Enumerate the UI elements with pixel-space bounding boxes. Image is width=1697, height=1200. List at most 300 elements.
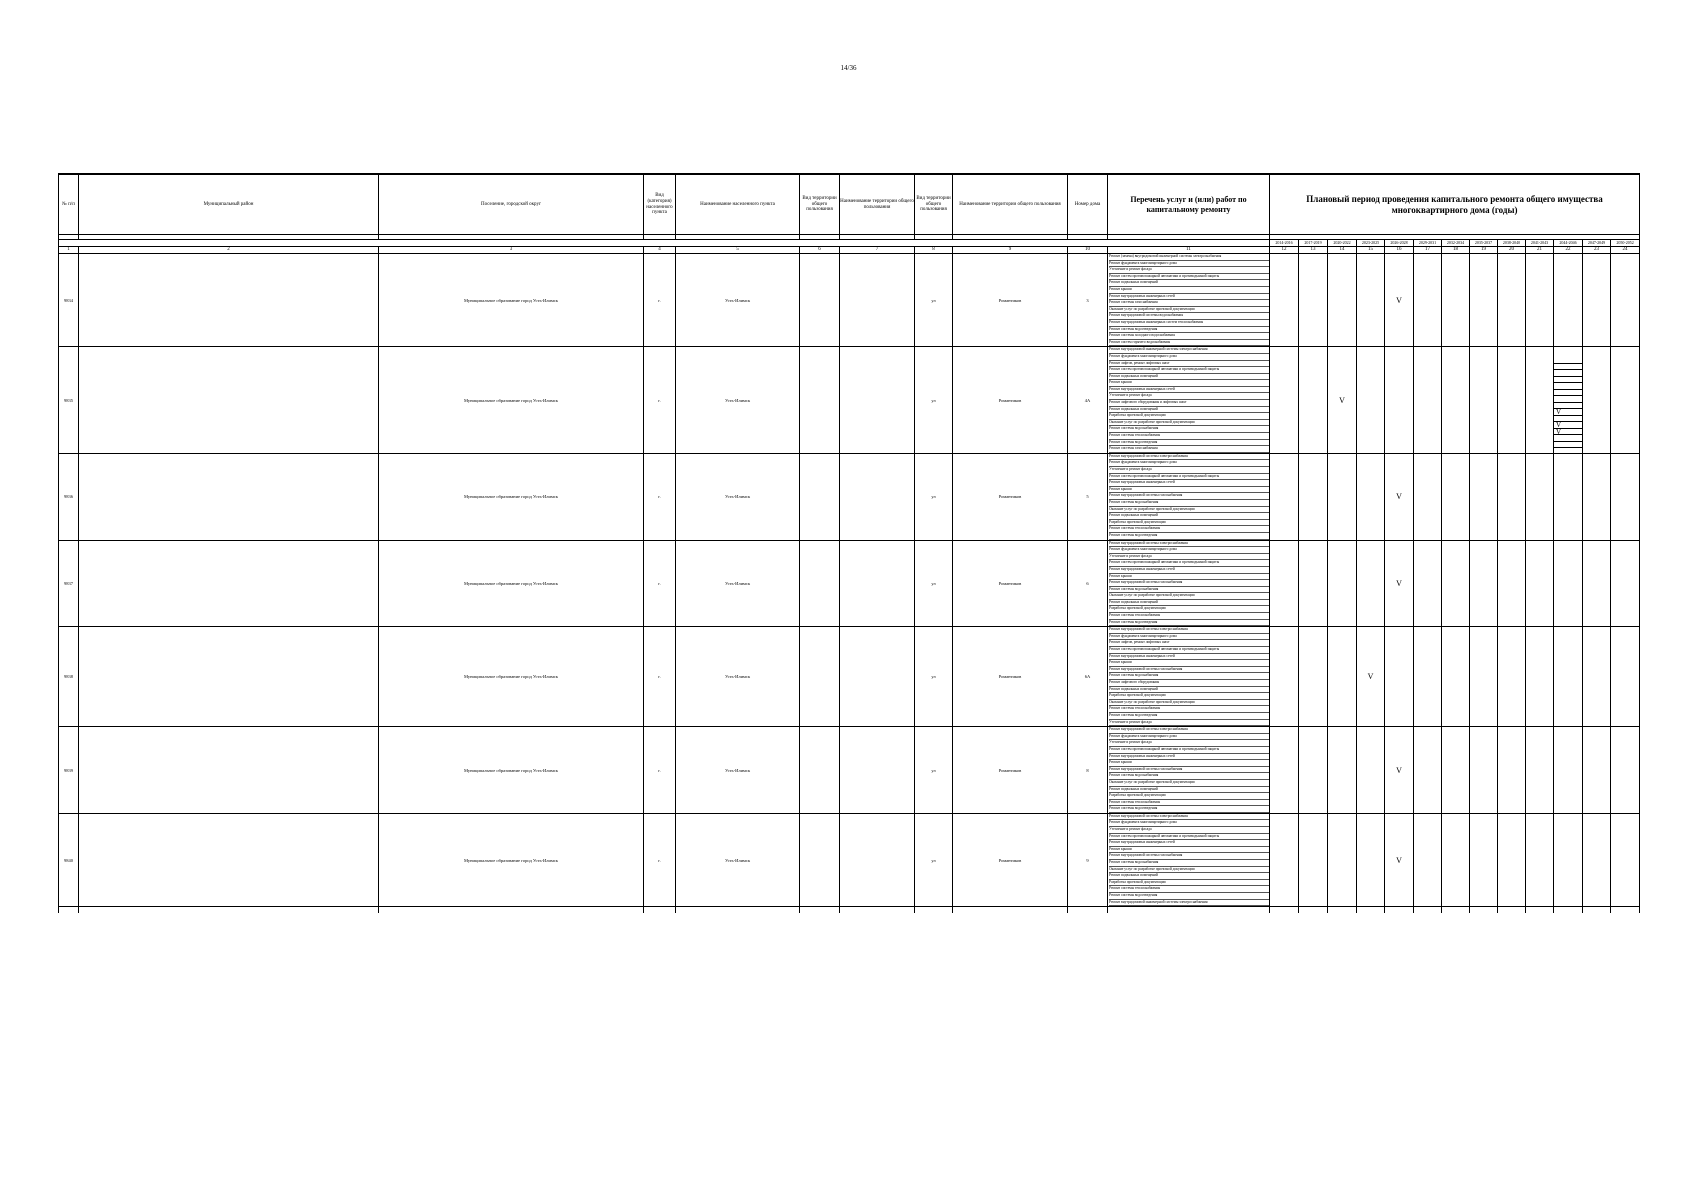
period-cell-12 (1270, 727, 1299, 814)
work-item: Ремонт внутридомовой системы электроснабжения (1109, 727, 1269, 734)
row-number: 9837 (59, 540, 79, 627)
work-item: Ремонт внутридомовой системы газоснабжения (1109, 667, 1269, 674)
period-cell-19 (1470, 813, 1498, 906)
period-mark: V (1339, 395, 1345, 405)
header-territory-name-1: Наименование территории общего пользования (840, 174, 915, 235)
partial-cell (800, 907, 840, 914)
work-item: Ремонт фундамента многоквартирного дома (1109, 820, 1269, 827)
period-cell-15 (1357, 453, 1385, 540)
page-number: 14/36 (840, 64, 857, 72)
work-item: Ремонт подвальных помещений (1109, 513, 1269, 520)
column-number-8: 8 (915, 247, 953, 254)
period-cell-21 (1526, 727, 1554, 814)
work-item: Ремонт фундамента многоквартирного дома (1109, 634, 1269, 641)
row-locality-kind: г. (644, 254, 676, 347)
work-item: Ремонт системы теплоснабжения (1109, 433, 1269, 440)
work-item: Ремонт системы холодного водоснабжения (1109, 333, 1269, 340)
period-cell-19 (1470, 540, 1498, 627)
period-cell-13 (1299, 813, 1328, 906)
row-number: 9836 (59, 453, 79, 540)
work-item: Ремонт внутридомовых инженерных сетей (1109, 840, 1269, 847)
column-number-5: 5 (676, 247, 800, 254)
header-year-11: 2047-2049 (1583, 240, 1611, 247)
header-year-12: 2050-2052 (1611, 240, 1640, 247)
work-item: Ремонт подвальных помещений (1109, 787, 1269, 794)
period-cell-15 (1357, 727, 1385, 814)
row-locality-name: Усть-Илимск (676, 813, 800, 906)
work-item: Ремонт лифтового оборудования (1109, 680, 1269, 687)
work-item: Ремонт фундамента многоквартирного дома (1109, 734, 1269, 741)
header-year-8: 2038-2040 (1498, 240, 1526, 247)
period-cell-23 (1583, 540, 1611, 627)
row-territory-kind-1 (800, 254, 840, 347)
work-item: Утепление и ремонт фасада (1109, 393, 1269, 400)
period-cell-17 (1414, 453, 1442, 540)
work-item: Ремонт системы водоотведения (1109, 327, 1269, 334)
column-number-7: 7 (840, 247, 915, 254)
work-item: Оказание услуг по разработке проектной документации (1109, 867, 1269, 874)
period-cell-16 (1385, 727, 1414, 814)
work-item: Разработка проектной документации (1109, 520, 1269, 527)
work-item: Ремонт подвальных помещений (1109, 600, 1269, 607)
work-item: Ремонт систем противопожарной автоматики и противодымной защиты (1109, 647, 1269, 654)
period-cell-12 (1270, 627, 1299, 727)
period-mark: V (1396, 765, 1402, 775)
period-cell-17 (1414, 627, 1442, 727)
row-territory-kind-1 (800, 540, 840, 627)
table-row-partial (59, 907, 1640, 914)
row-district (79, 627, 379, 727)
column-number-13: 13 (1299, 247, 1328, 254)
partial-cell (59, 907, 79, 914)
row-territory-kind-2: ул (915, 453, 953, 540)
period-cell-24 (1611, 254, 1640, 347)
table-row (59, 453, 1640, 540)
period-cell-16 (1385, 540, 1414, 627)
work-item: Ремонт внутридомовой инженерной системы электроснабжения (1109, 347, 1269, 354)
partial-cell (1299, 907, 1328, 914)
work-item: Ремонт фундамента многоквартирного дома (1109, 261, 1269, 268)
work-item: Ремонт лифтов, ремонт лифтовых шахт (1109, 640, 1269, 647)
period-cell-24 (1611, 727, 1640, 814)
period-cell-15 (1357, 627, 1385, 727)
work-item: Ремонт систем горячего водоснабжения (1109, 340, 1269, 347)
period-cell-19 (1470, 347, 1498, 454)
header-years-row (59, 240, 1640, 247)
work-item: Оказание услуг по разработке проектной документации (1109, 700, 1269, 707)
work-item: Ремонт внутридомовых инженерных сетей (1109, 567, 1269, 574)
row-territory-kind-1 (800, 727, 840, 814)
period-cell-18 (1442, 254, 1470, 347)
period-cell-23 (1583, 453, 1611, 540)
work-item: Ремонт подвальных помещений (1109, 687, 1269, 694)
work-item: Оказание услуг по разработке проектной документации (1109, 307, 1269, 314)
row-territory-kind-1 (800, 453, 840, 540)
period-cell-21 (1526, 347, 1554, 454)
work-item: Ремонт системы водоснабжения (1109, 773, 1269, 780)
column-number-17: 17 (1414, 247, 1442, 254)
period-cell-12 (1270, 453, 1299, 540)
work-item: Ремонт лифтов, ремонт лифтовых шахт (1109, 361, 1269, 368)
work-item: Ремонт фундамента многоквартирного дома (1109, 547, 1269, 554)
period-mark: V (1396, 295, 1402, 305)
partial-cell (1270, 907, 1299, 914)
partial-cell (1068, 907, 1108, 914)
work-item: Ремонт крыши (1109, 287, 1269, 294)
period-cell-18 (1442, 813, 1470, 906)
row-works-list (1108, 453, 1270, 540)
column-number-21: 21 (1526, 247, 1554, 254)
row-house-number: 3 (1068, 254, 1108, 347)
period-cell-13 (1299, 254, 1328, 347)
row-settlement: Муниципальное образование город Усть-Илимск (379, 254, 644, 347)
row-territory-name-1 (840, 727, 915, 814)
period-cell-17 (1414, 347, 1442, 454)
work-item: Утепление и ремонт фасада (1109, 467, 1269, 474)
work-item: Ремонт подвальных помещений (1109, 407, 1269, 414)
row-house-number: 4А (1068, 347, 1108, 454)
column-number-20: 20 (1498, 247, 1526, 254)
row-territory-name-2: Романтиков (953, 453, 1068, 540)
period-cell-22 (1554, 727, 1583, 814)
period-cell-24 (1611, 347, 1640, 454)
work-item: Ремонт системы газоснабжения (1109, 446, 1269, 453)
period-cell-22 (1554, 347, 1583, 454)
work-item: Ремонт внутридомовой инженерной системы электроснабжения (1109, 900, 1269, 907)
column-number-19: 19 (1470, 247, 1498, 254)
partial-cell (379, 907, 644, 914)
period-cell-14 (1328, 813, 1357, 906)
work-item: Ремонт системы водоснабжения (1109, 500, 1269, 507)
period-cell-19 (1470, 727, 1498, 814)
header-column-numbers-row (59, 247, 1640, 254)
period-mark: V (1554, 429, 1582, 436)
header-territory-kind-1: Вид территории общего пользования (800, 174, 840, 235)
row-territory-kind-2: ул (915, 727, 953, 814)
period-cell-22 (1554, 627, 1583, 727)
period-cell-21 (1526, 813, 1554, 906)
period-mark: V (1396, 855, 1402, 865)
row-locality-name: Усть-Илимск (676, 540, 800, 627)
period-cell-12 (1270, 540, 1299, 627)
period-cell-14 (1328, 627, 1357, 727)
table-header-row (59, 174, 1640, 235)
row-house-number: 6 (1068, 540, 1108, 627)
work-item: Ремонт системы водоснабжения (1109, 860, 1269, 867)
header-settlement: Поселение, городской округ (379, 174, 644, 235)
header-locality-name: Наименование населенного пункта (676, 174, 800, 235)
header-planned-period: Плановый период проведения капитального ремонта общего имущества многоквартирного дома (годы) (1270, 174, 1640, 235)
row-territory-name-1 (840, 540, 915, 627)
column-number-1: 1 (59, 247, 79, 254)
work-item: Ремонт систем противопожарной автоматики и противодымной защиты (1109, 274, 1269, 281)
partial-cell (1526, 907, 1554, 914)
row-locality-kind: г. (644, 540, 676, 627)
table-row (59, 813, 1640, 906)
period-cell-16 (1385, 347, 1414, 454)
column-number-2: 2 (79, 247, 379, 254)
period-cell-23 (1583, 254, 1611, 347)
period-cell-12 (1270, 254, 1299, 347)
work-item: Ремонт лифтового оборудования и лифтовых шахт (1109, 400, 1269, 407)
header-year-9: 2041-2043 (1526, 240, 1554, 247)
row-territory-name-1 (840, 453, 915, 540)
period-cell-18 (1442, 727, 1470, 814)
work-item: Утепление и ремонт фасада (1109, 827, 1269, 834)
column-number-11: 11 (1108, 247, 1270, 254)
work-item: Разработка проектной документации (1109, 880, 1269, 887)
partial-cell (840, 907, 915, 914)
work-item: Ремонт внутридомовой системы газоснабжения (1109, 580, 1269, 587)
period-cell-17 (1414, 813, 1442, 906)
work-item: Ремонт внутридомовой системы электроснабжения (1109, 541, 1269, 548)
period-cell-15 (1357, 254, 1385, 347)
period-cell-14 (1328, 347, 1357, 454)
work-item: Ремонт подвальных помещений (1109, 873, 1269, 880)
table-row (59, 347, 1640, 454)
work-item: Ремонт системы водоснабжения (1109, 426, 1269, 433)
period-cell-20 (1498, 627, 1526, 727)
header-year-6: 2032-2034 (1442, 240, 1470, 247)
work-item: Ремонт внутридомовых инженерных сетей (1109, 387, 1269, 394)
work-item: Ремонт внутридомовых инженерных сетей (1109, 480, 1269, 487)
row-locality-name: Усть-Илимск (676, 727, 800, 814)
table-body (59, 254, 1640, 914)
row-district (79, 540, 379, 627)
row-territory-kind-2: ул (915, 254, 953, 347)
header-works-list: Перечень услуг и (или) работ по капитальному ремонту (1108, 174, 1270, 235)
period-cell-24 (1611, 627, 1640, 727)
work-item: Ремонт системы водоотведения (1109, 713, 1269, 720)
row-settlement: Муниципальное образование город Усть-Илимск (379, 813, 644, 906)
row-territory-kind-2: ул (915, 347, 953, 454)
row-territory-kind-1 (800, 813, 840, 906)
period-mark: V (1396, 492, 1402, 502)
period-cell-21 (1526, 627, 1554, 727)
period-cell-20 (1498, 254, 1526, 347)
period-cell-15 (1357, 813, 1385, 906)
row-number: 9839 (59, 727, 79, 814)
period-cell-21 (1526, 540, 1554, 627)
period-cell-21 (1526, 453, 1554, 540)
row-territory-kind-2: ул (915, 540, 953, 627)
work-item: Ремонт системы водоотведения (1109, 806, 1269, 813)
row-house-number: 5 (1068, 453, 1108, 540)
partial-cell (1498, 907, 1526, 914)
work-item: Ремонт системы теплоснабжения (1109, 613, 1269, 620)
header-territory-name-2: Наименование территории общего пользования (953, 174, 1068, 235)
work-item: Ремонт крыши (1109, 847, 1269, 854)
work-item: Ремонт системы теплоснабжения (1109, 706, 1269, 713)
row-district (79, 453, 379, 540)
period-cell-19 (1470, 254, 1498, 347)
period-cell-14 (1328, 254, 1357, 347)
work-item: Разработка проектной документации (1109, 693, 1269, 700)
work-item: Ремонт крыши (1109, 574, 1269, 581)
partial-cell (1554, 907, 1583, 914)
partial-cell (1611, 907, 1640, 914)
work-item: Ремонт систем противопожарной автоматики и противодымной защиты (1109, 560, 1269, 567)
work-item: Ремонт подвальных помещений (1109, 280, 1269, 287)
header-year-10: 2044-2046 (1554, 240, 1583, 247)
row-territory-kind-2: ул (915, 627, 953, 727)
work-item: Ремонт внутридомовой системы газоснабжения (1109, 767, 1269, 774)
period-mark: V (1554, 409, 1582, 416)
period-cell-16 (1385, 453, 1414, 540)
work-item: Ремонт фундамента многоквартирного дома (1109, 354, 1269, 361)
period-cell-18 (1442, 453, 1470, 540)
work-item: Ремонт внутридомовой системы газоснабжения (1109, 853, 1269, 860)
period-cell-17 (1414, 254, 1442, 347)
work-item: Ремонт системы водоотведения (1109, 893, 1269, 900)
work-item: Ремонт внутридомовой системы газоснабжения (1109, 493, 1269, 500)
period-cell-12 (1270, 813, 1299, 906)
table-row (59, 254, 1640, 347)
row-locality-kind: г. (644, 813, 676, 906)
work-item: Ремонт систем противопожарной автоматики и противодымной защиты (1109, 474, 1269, 481)
period-cell-24 (1611, 453, 1640, 540)
column-number-3: 3 (379, 247, 644, 254)
row-number: 9840 (59, 813, 79, 906)
work-item: Ремонт систем противопожарной автоматики и противодымной защиты (1109, 834, 1269, 841)
work-item: Ремонт системы водоснабжения (1109, 673, 1269, 680)
row-works-list (1108, 627, 1270, 727)
header-district: Муниципальный район (79, 174, 379, 235)
work-item: Ремонт крыши (1109, 660, 1269, 667)
row-locality-name: Усть-Илимск (676, 347, 800, 454)
row-territory-name-2: Романтиков (953, 813, 1068, 906)
work-item: Ремонт системы водоснабжения (1109, 587, 1269, 594)
row-number: 9838 (59, 627, 79, 727)
table-row (59, 540, 1640, 627)
row-district (79, 254, 379, 347)
header-year-1: 2017-2019 (1299, 240, 1328, 247)
period-cell-16 (1385, 813, 1414, 906)
row-territory-kind-1 (800, 627, 840, 727)
partial-cell (79, 907, 379, 914)
work-item: Ремонт систем противопожарной автоматики и противодымной защиты (1109, 747, 1269, 754)
row-settlement: Муниципальное образование город Усть-Илимск (379, 540, 644, 627)
work-item: Ремонт системы теплоснабжения (1109, 526, 1269, 533)
period-cell-22 (1554, 540, 1583, 627)
header-locality-kind: Вид (категория) населенного пункта (644, 174, 676, 235)
row-locality-kind: г. (644, 347, 676, 454)
row-works-list (1108, 347, 1270, 454)
row-works-list (1108, 813, 1270, 906)
row-territory-name-2: Романтиков (953, 254, 1068, 347)
work-item: Ремонт внутридомовой системы электроснабжения (1109, 454, 1269, 461)
capital-repair-table (58, 173, 1640, 913)
period-cell-20 (1498, 813, 1526, 906)
partial-cell (1108, 907, 1270, 914)
work-item: Ремонт внутридомовой системы электроснабжения (1109, 627, 1269, 634)
row-works-list (1108, 254, 1270, 347)
period-cell-23 (1583, 627, 1611, 727)
partial-cell (644, 907, 676, 914)
work-item: Ремонт фундамента многоквартирного дома (1109, 460, 1269, 467)
row-territory-name-2: Романтиков (953, 627, 1068, 727)
period-cell-14 (1328, 540, 1357, 627)
header-house-number: Номер дома (1068, 174, 1108, 235)
period-cell-13 (1299, 627, 1328, 727)
header-number: № п/п (59, 174, 79, 235)
period-cell-17 (1414, 727, 1442, 814)
period-cell-13 (1299, 453, 1328, 540)
period-cell-18 (1442, 627, 1470, 727)
row-settlement: Муниципальное образование город Усть-Илимск (379, 453, 644, 540)
partial-cell (953, 907, 1068, 914)
period-cell-13 (1299, 540, 1328, 627)
column-number-10: 10 (1068, 247, 1108, 254)
column-number-6: 6 (800, 247, 840, 254)
work-item: Разработка проектной документации (1109, 413, 1269, 420)
period-cell-16 (1385, 254, 1414, 347)
header-territory-kind-2: Вид территории общего пользования (915, 174, 953, 235)
column-number-18: 18 (1442, 247, 1470, 254)
period-cell-23 (1583, 813, 1611, 906)
work-item: Ремонт подвальных помещений (1109, 374, 1269, 381)
row-locality-name: Усть-Илимск (676, 254, 800, 347)
period-cell-20 (1498, 727, 1526, 814)
period-cell-19 (1470, 627, 1498, 727)
work-item: Ремонт системы водоотведения (1109, 440, 1269, 447)
column-number-23: 23 (1583, 247, 1611, 254)
row-territory-name-1 (840, 254, 915, 347)
column-number-16: 16 (1385, 247, 1414, 254)
column-number-24: 24 (1611, 247, 1640, 254)
work-item: Ремонт крыши (1109, 380, 1269, 387)
column-number-9: 9 (953, 247, 1068, 254)
row-territory-name-2: Романтиков (953, 347, 1068, 454)
period-cell-16 (1385, 627, 1414, 727)
row-district (79, 347, 379, 454)
work-item: Ремонт внутридомовых инженерных сетей (1109, 754, 1269, 761)
partial-cell (1385, 907, 1414, 914)
work-item: Оказание услуг по разработке проектной документации (1109, 507, 1269, 514)
row-locality-kind: г. (644, 727, 676, 814)
work-item: Утепление и ремонт фасада (1109, 740, 1269, 747)
work-item: Ремонт внутридомовой системы водоснабжения (1109, 313, 1269, 320)
column-number-22: 22 (1554, 247, 1583, 254)
header-year-3: 2023-2025 (1357, 240, 1385, 247)
work-item: Ремонт внутридомовых инженерных сетей (1109, 294, 1269, 301)
row-works-list (1108, 727, 1270, 814)
header-year-7: 2035-2037 (1470, 240, 1498, 247)
work-item: Утепление и ремонт фасада (1109, 720, 1269, 727)
work-item: Ремонт системы теплоснабжения (1109, 886, 1269, 893)
row-territory-name-1 (840, 813, 915, 906)
period-cell-19 (1470, 453, 1498, 540)
table-row (59, 727, 1640, 814)
work-item: Ремонт системы водоотведения (1109, 533, 1269, 540)
header-year-4: 2026-2028 (1385, 240, 1414, 247)
partial-cell (915, 907, 953, 914)
period-cell-20 (1498, 540, 1526, 627)
work-item: Оказание услуг по разработке проектной документации (1109, 780, 1269, 787)
header-year-5: 2029-2031 (1414, 240, 1442, 247)
work-item: Утепление и ремонт фасада (1109, 267, 1269, 274)
partial-cell (1583, 907, 1611, 914)
period-cell-17 (1414, 540, 1442, 627)
period-cell-13 (1299, 347, 1328, 454)
column-number-12: 12 (1270, 247, 1299, 254)
work-item: Оказание услуг по разработке проектной документации (1109, 593, 1269, 600)
period-cell-20 (1498, 347, 1526, 454)
period-cell-18 (1442, 540, 1470, 627)
period-cell-21 (1526, 254, 1554, 347)
period-cell-22 (1554, 254, 1583, 347)
row-settlement: Муниципальное образование город Усть-Илимск (379, 347, 644, 454)
